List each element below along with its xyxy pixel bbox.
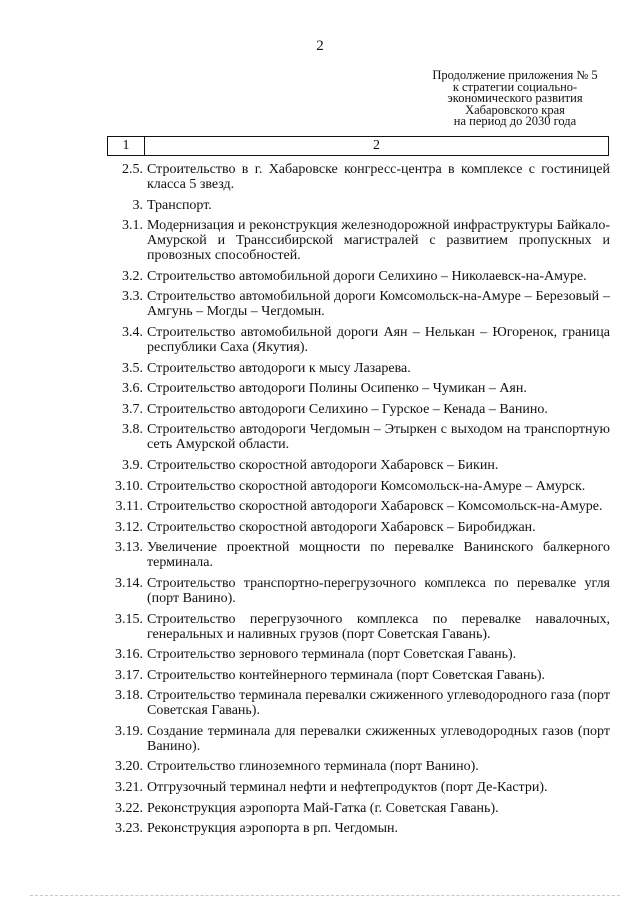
table-header <box>107 136 609 156</box>
list-item <box>100 668 610 683</box>
list-item <box>100 479 610 494</box>
appendix-line: к стратегии социально- <box>452 79 578 94</box>
item-text: Строительство автомобильной дороги Аян – Нелькан – Югоренок, граница республики Саха (Якутия). <box>147 324 610 355</box>
appendix-line: на период до 2030 года <box>453 114 577 128</box>
item-text: Строительство терминала перевалки сжиженного углеводородного газа (порт Советская Гавань). <box>147 688 610 719</box>
item-number: 3.22. <box>115 800 143 816</box>
item-number: 3.12. <box>115 519 143 535</box>
item-number: 3.17. <box>115 667 143 683</box>
list-item <box>100 458 610 473</box>
list-item <box>100 289 610 319</box>
item-text: Строительство скоростной автодороги Хабаровск – Биробиджан. <box>147 519 536 535</box>
list-item <box>100 759 610 774</box>
item-text: Строительство контейнерного терминала (порт Советская Гавань). <box>147 667 546 683</box>
item-text: Реконструкция аэропорта в рп. Чегдомын. <box>147 821 399 837</box>
item-number: 2.5. <box>122 162 143 177</box>
list-item <box>100 402 610 417</box>
item-number: 3.6. <box>122 381 143 397</box>
list-item <box>100 724 610 754</box>
list-item <box>100 801 610 816</box>
appendix-line: экономического развития <box>447 91 583 105</box>
item-number: 3.15. <box>115 611 143 627</box>
item-number: 3.20. <box>115 759 143 775</box>
item-text: Строительство автодороги Чегдомын – Этыркен с выходом на транспортную сеть Амурской области. <box>147 422 610 453</box>
item-text: Увеличение проектной мощности по перевалке Ванинского балкерного терминала. <box>147 540 610 571</box>
list-item <box>100 361 610 376</box>
list-item <box>100 612 610 642</box>
item-text: Строительство транспортно-перегрузочного комплекса по перевалке угля (порт Ванино). <box>147 575 610 606</box>
column-header-2: 2 <box>373 138 380 153</box>
item-text: Строительство зернового терминала (порт Советская Гавань). <box>147 647 517 663</box>
item-number: 3.5. <box>122 360 143 376</box>
list-item <box>100 162 610 192</box>
item-number: 3.13. <box>115 540 143 556</box>
list-item <box>100 422 610 452</box>
list-item <box>100 520 610 535</box>
item-text: Строительство скоростной автодороги Хабаровск – Бикин. <box>147 457 499 473</box>
item-text: Строительство автодороги Полины Осипенко – Чумикан – Аян. <box>147 381 527 397</box>
appendix-heading <box>400 70 630 128</box>
item-text: Транспорт. <box>147 197 212 213</box>
list-item <box>100 269 610 284</box>
list-item <box>100 198 610 213</box>
item-text: Строительство в г. Хабаровске конгресс-центра в комплексе с гостиницей класса 5 звезд. <box>147 162 610 192</box>
item-number: 3.4. <box>122 324 143 340</box>
item-number: 3.8. <box>122 422 143 438</box>
item-text: Отгрузочный терминал нефти и нефтепродуктов (порт Де-Кастри). <box>147 780 548 796</box>
item-number: 3.19. <box>115 723 143 739</box>
item-text: Создание терминала для перевалки сжиженных углеводородных газов (порт Ванино). <box>147 723 610 754</box>
item-text: Строительство скоростной автодороги Комсомольск-на-Амуре – Амурск. <box>147 478 586 494</box>
item-text: Строительство глиноземного терминала (порт Ванино). <box>147 759 479 775</box>
item-text: Строительство автомобильной дороги Комсомольск-на-Амуре – Березовый – Амгунь – Могды – Чегдомын. <box>147 289 610 320</box>
list-item <box>100 576 610 606</box>
item-number: 3.2. <box>122 268 143 284</box>
item-text: Строительство автодороги к мысу Лазарева. <box>147 360 411 376</box>
list-item <box>100 688 610 718</box>
item-text: Строительство скоростной автодороги Хабаровск – Комсомольск-на-Амуре. <box>147 499 603 515</box>
column-header-1: 1 <box>108 137 145 155</box>
footer-divider <box>30 895 620 896</box>
list-item <box>100 780 610 795</box>
item-number: 3.18. <box>115 688 143 704</box>
item-number: 3.7. <box>122 401 143 417</box>
item-number: 3.11. <box>115 499 143 515</box>
item-number: 3.1. <box>122 218 143 234</box>
item-number: 3.14. <box>115 575 143 591</box>
appendix-line: Продолжение приложения № 5 <box>432 68 598 82</box>
item-text: Реконструкция аэропорта Май-Гатка (г. Советская Гавань). <box>147 800 499 816</box>
item-text: Строительство автодороги Селихино – Гурское – Кенада – Ванино. <box>147 401 548 417</box>
item-number: 3.10. <box>115 478 143 494</box>
list-item <box>100 499 610 514</box>
item-number: 3.21. <box>115 780 143 796</box>
item-number: 3.9. <box>122 457 143 473</box>
item-text: Строительство автомобильной дороги Селихино – Николаевск-на-Амуре. <box>147 268 587 284</box>
item-number: 3.3. <box>122 289 143 305</box>
list-item <box>100 540 610 570</box>
list-item <box>100 325 610 355</box>
list-item <box>100 381 610 396</box>
item-text: Строительство перегрузочного комплекса по перевалке навалочных, генеральных и наливных грузов (порт Советская Гавань). <box>147 611 610 642</box>
page-number: 2 <box>316 38 324 54</box>
appendix-line: Хабаровского края <box>465 102 565 117</box>
list-item <box>100 821 610 836</box>
item-list <box>100 162 610 842</box>
item-text: Модернизация и реконструкция железнодорожной инфраструктуры Байкало-Амурской и Транссибирской магистралей с развитием пропускных и провозных способностей. <box>147 218 610 264</box>
list-item <box>100 218 610 263</box>
item-number: 3.16. <box>115 647 143 663</box>
item-number: 3.23. <box>115 821 143 837</box>
list-item <box>100 647 610 662</box>
item-number: 3. <box>132 197 143 213</box>
